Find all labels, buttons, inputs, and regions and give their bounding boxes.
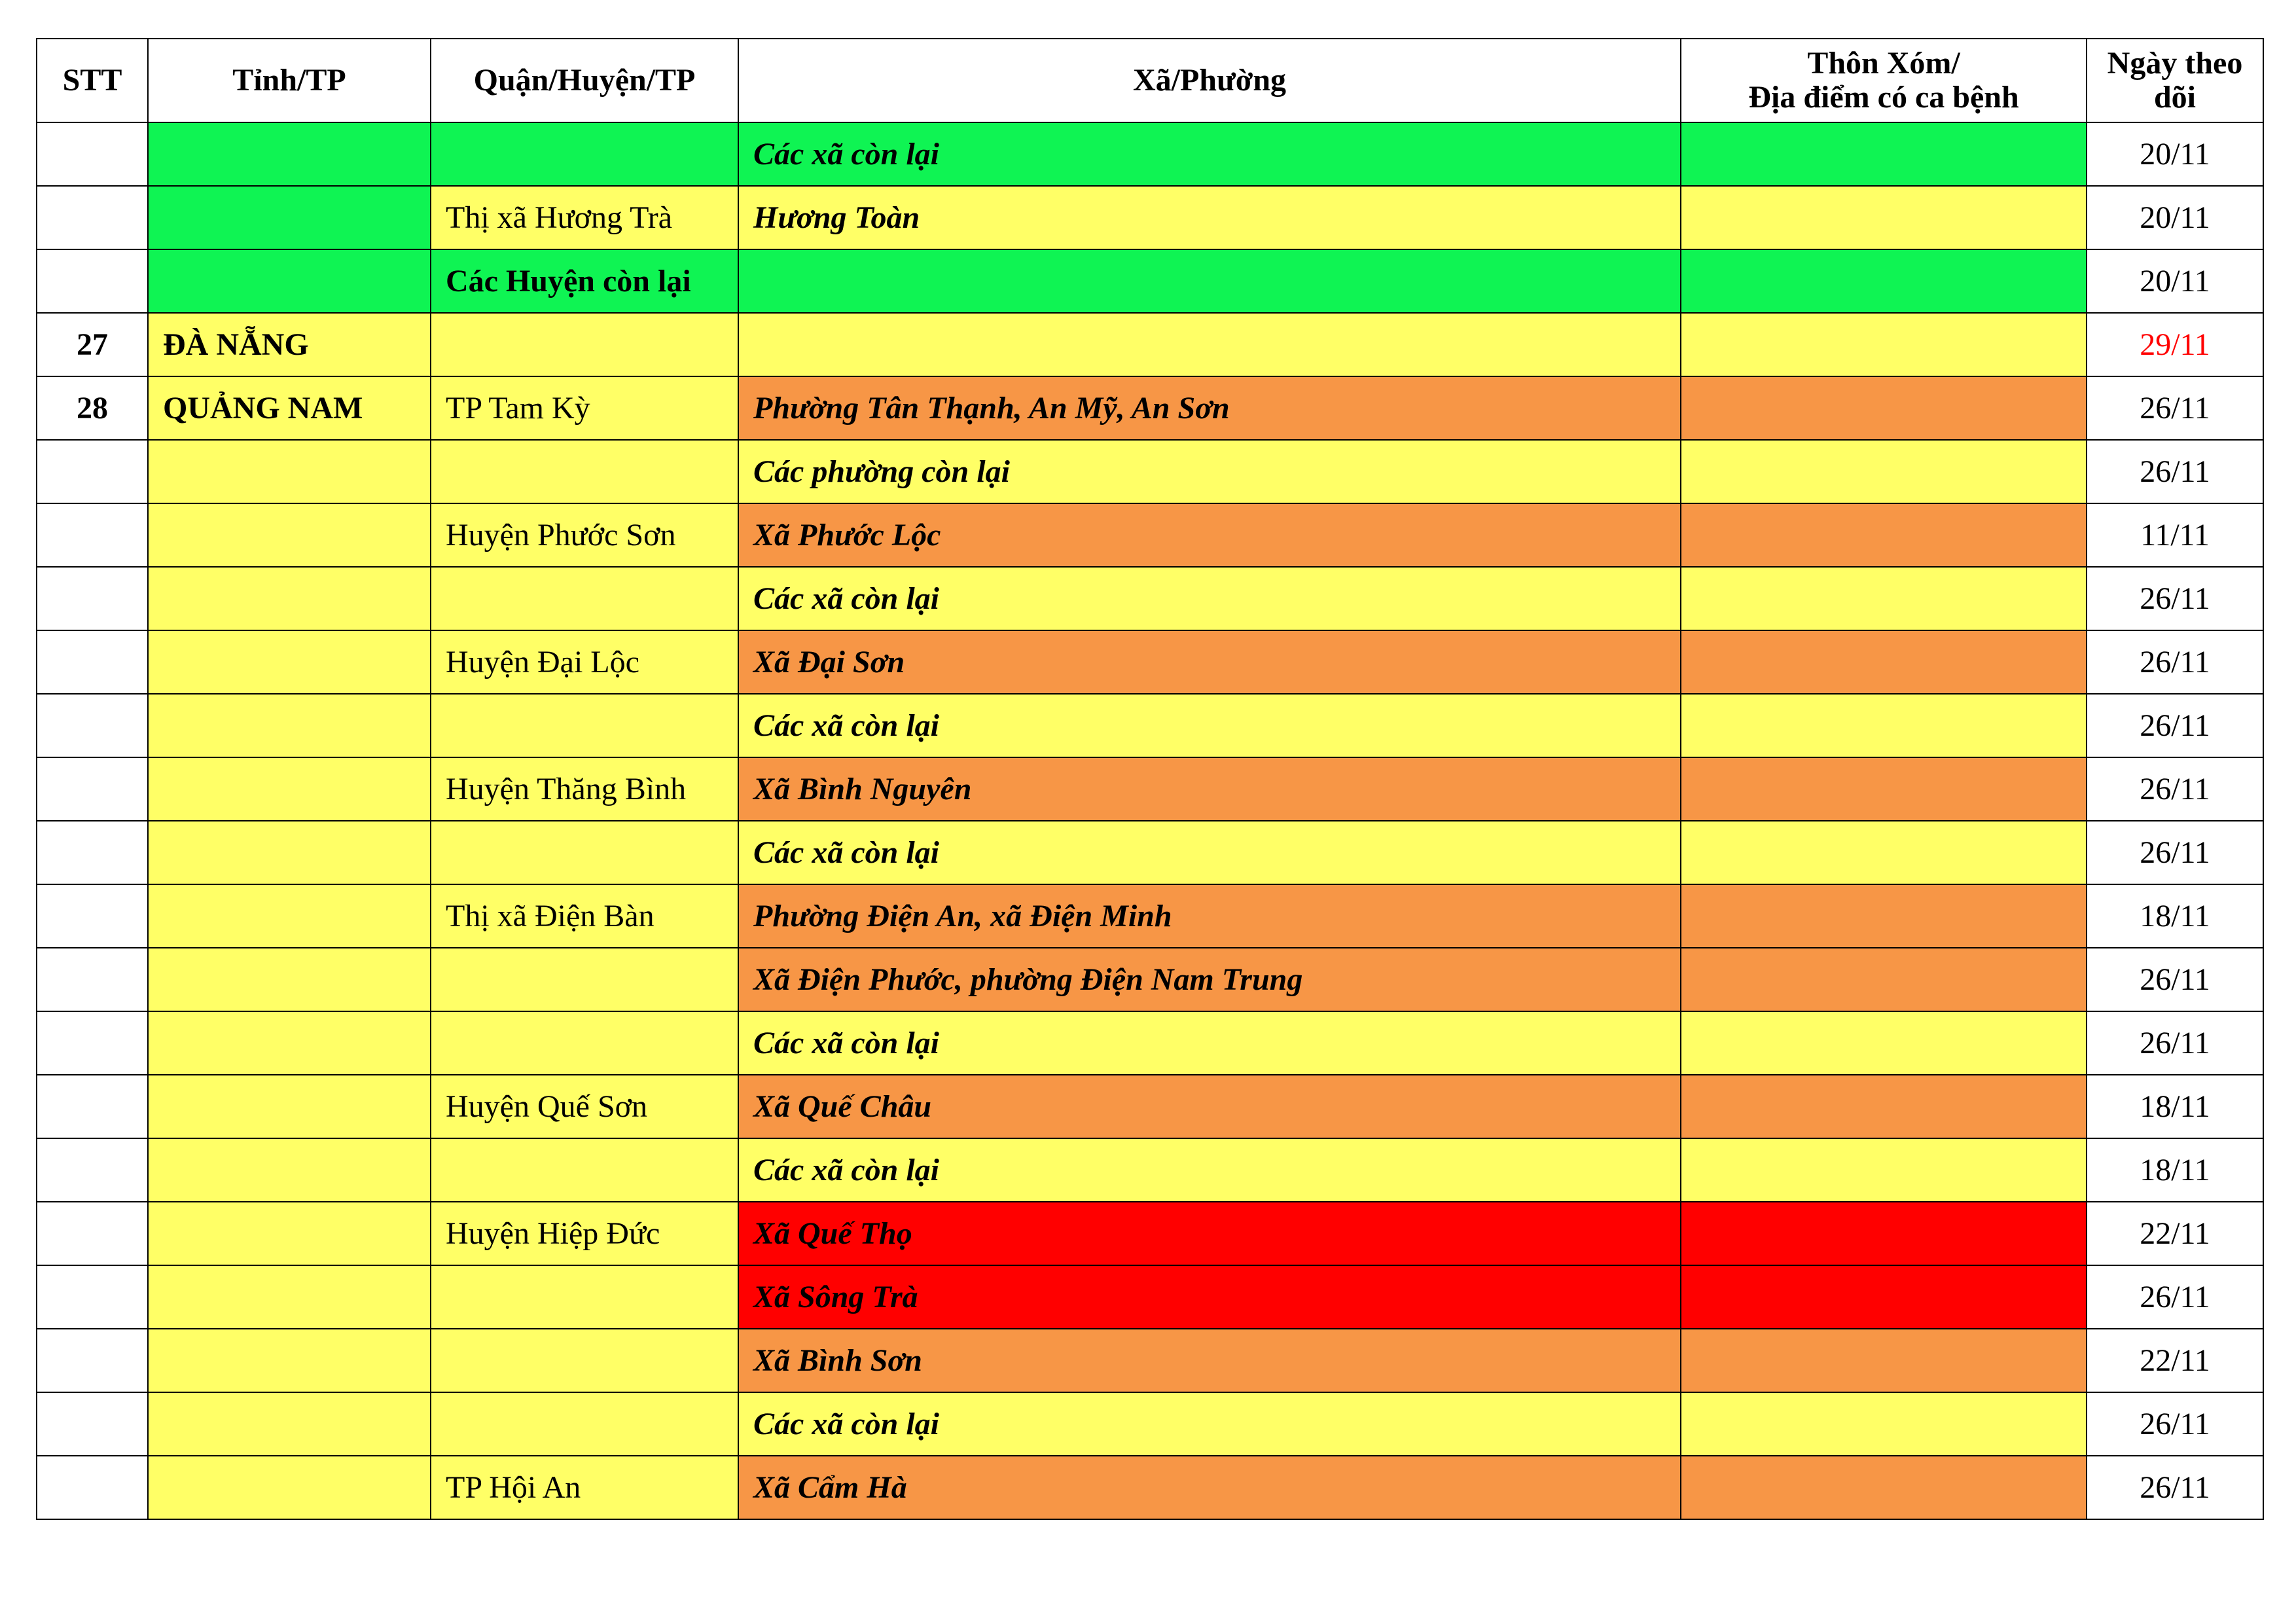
row-village xyxy=(1681,376,2087,440)
row-stt xyxy=(37,440,148,503)
row-date: 26/11 xyxy=(2087,1392,2263,1456)
row-province xyxy=(148,186,431,249)
row-village xyxy=(1681,1265,2087,1329)
row-stt xyxy=(37,1138,148,1202)
row-date: 26/11 xyxy=(2087,567,2263,630)
table-row xyxy=(37,1075,2263,1138)
row-province xyxy=(148,694,431,757)
table-row xyxy=(37,1392,2263,1456)
table-row xyxy=(37,186,2263,249)
row-date: 26/11 xyxy=(2087,757,2263,821)
row-village xyxy=(1681,630,2087,694)
row-stt xyxy=(37,503,148,567)
table-row xyxy=(37,630,2263,694)
row-district: Thị xã Hương Trà xyxy=(431,186,738,249)
row-date: 22/11 xyxy=(2087,1329,2263,1392)
row-stt xyxy=(37,948,148,1011)
row-village xyxy=(1681,122,2087,186)
row-province xyxy=(148,1329,431,1392)
table-row xyxy=(37,1329,2263,1392)
row-stt xyxy=(37,630,148,694)
row-date: 26/11 xyxy=(2087,694,2263,757)
row-village xyxy=(1681,440,2087,503)
row-stt xyxy=(37,567,148,630)
row-district xyxy=(431,821,738,884)
row-date: 26/11 xyxy=(2087,1011,2263,1075)
row-district xyxy=(431,948,738,1011)
table-row xyxy=(37,376,2263,440)
row-district xyxy=(431,313,738,376)
row-date: 20/11 xyxy=(2087,122,2263,186)
row-district xyxy=(431,440,738,503)
row-province xyxy=(148,1202,431,1265)
row-stt: 27 xyxy=(37,313,148,376)
header-village-line1: Thôn Xóm/ xyxy=(1807,46,1960,81)
row-village xyxy=(1681,567,2087,630)
row-village xyxy=(1681,1075,2087,1138)
row-stt xyxy=(37,884,148,948)
row-ward: Xã Bình Sơn xyxy=(738,1329,1681,1392)
header-date xyxy=(2087,39,2263,122)
row-province xyxy=(148,1011,431,1075)
row-date: 26/11 xyxy=(2087,376,2263,440)
row-district xyxy=(431,567,738,630)
row-district: Huyện Hiệp Đức xyxy=(431,1202,738,1265)
row-district xyxy=(431,122,738,186)
row-date: 11/11 xyxy=(2087,503,2263,567)
row-stt xyxy=(37,757,148,821)
row-date: 29/11 xyxy=(2087,313,2263,376)
table-row xyxy=(37,440,2263,503)
row-stt xyxy=(37,1392,148,1456)
row-ward: Các xã còn lại xyxy=(738,567,1681,630)
row-date: 26/11 xyxy=(2087,1456,2263,1519)
row-ward: Các xã còn lại xyxy=(738,122,1681,186)
row-ward: Các xã còn lại xyxy=(738,821,1681,884)
header-village xyxy=(1681,39,2087,122)
table-row xyxy=(37,567,2263,630)
table-row xyxy=(37,1456,2263,1519)
row-village xyxy=(1681,1392,2087,1456)
row-stt xyxy=(37,1075,148,1138)
table-row xyxy=(37,503,2263,567)
table-row xyxy=(37,313,2263,376)
row-ward: Xã Điện Phước, phường Điện Nam Trung xyxy=(738,948,1681,1011)
row-province xyxy=(148,1392,431,1456)
row-district: Huyện Đại Lộc xyxy=(431,630,738,694)
row-village xyxy=(1681,821,2087,884)
row-stt xyxy=(37,122,148,186)
header-date-line1: Ngày theo xyxy=(2107,46,2243,81)
row-ward: Xã Sông Trà xyxy=(738,1265,1681,1329)
row-ward: Xã Quế Thọ xyxy=(738,1202,1681,1265)
row-district: Huyện Thăng Bình xyxy=(431,757,738,821)
row-district xyxy=(431,694,738,757)
row-village xyxy=(1681,1138,2087,1202)
header-stt: STT xyxy=(37,39,148,122)
row-province xyxy=(148,503,431,567)
row-ward: Xã Quế Châu xyxy=(738,1075,1681,1138)
row-district: Huyện Quế Sơn xyxy=(431,1075,738,1138)
row-province xyxy=(148,440,431,503)
row-ward: Các xã còn lại xyxy=(738,694,1681,757)
row-ward: Hương Toàn xyxy=(738,186,1681,249)
row-date: 26/11 xyxy=(2087,948,2263,1011)
row-village xyxy=(1681,1011,2087,1075)
row-village xyxy=(1681,186,2087,249)
row-date: 26/11 xyxy=(2087,630,2263,694)
row-village xyxy=(1681,1202,2087,1265)
epidemic-area-table xyxy=(36,38,2264,1520)
table-body xyxy=(37,122,2263,1519)
row-district: TP Tam Kỳ xyxy=(431,376,738,440)
row-date: 18/11 xyxy=(2087,1138,2263,1202)
row-province xyxy=(148,757,431,821)
table-row xyxy=(37,1011,2263,1075)
table-header xyxy=(37,39,2263,122)
row-date: 20/11 xyxy=(2087,249,2263,313)
row-ward: Xã Cẩm Hà xyxy=(738,1456,1681,1519)
row-stt xyxy=(37,1456,148,1519)
row-province xyxy=(148,630,431,694)
header-ward: Xã/Phường xyxy=(738,39,1681,122)
row-district: Thị xã Điện Bàn xyxy=(431,884,738,948)
row-stt: 28 xyxy=(37,376,148,440)
row-ward: Các xã còn lại xyxy=(738,1138,1681,1202)
header-row xyxy=(37,39,2263,122)
row-date: 26/11 xyxy=(2087,440,2263,503)
header-village-line2: Địa điểm có ca bệnh xyxy=(1748,80,2019,115)
row-ward: Các xã còn lại xyxy=(738,1011,1681,1075)
row-village xyxy=(1681,948,2087,1011)
row-ward: Phường Điện An, xã Điện Minh xyxy=(738,884,1681,948)
table-row xyxy=(37,757,2263,821)
row-stt xyxy=(37,1265,148,1329)
header-district: Quận/Huyện/TP xyxy=(431,39,738,122)
row-ward: Các phường còn lại xyxy=(738,440,1681,503)
row-stt xyxy=(37,1202,148,1265)
row-province xyxy=(148,948,431,1011)
row-stt xyxy=(37,249,148,313)
row-ward: Xã Bình Nguyên xyxy=(738,757,1681,821)
row-village xyxy=(1681,694,2087,757)
header-date-line2: dõi xyxy=(2153,80,2197,115)
header-province: Tỉnh/TP xyxy=(148,39,431,122)
table-row xyxy=(37,122,2263,186)
row-district: Huyện Phước Sơn xyxy=(431,503,738,567)
table-row xyxy=(37,948,2263,1011)
row-district: Các Huyện còn lại xyxy=(431,249,738,313)
row-stt xyxy=(37,1011,148,1075)
row-village xyxy=(1681,249,2087,313)
row-province xyxy=(148,1265,431,1329)
row-district xyxy=(431,1392,738,1456)
row-village xyxy=(1681,503,2087,567)
table-row xyxy=(37,694,2263,757)
table-row xyxy=(37,1265,2263,1329)
row-stt xyxy=(37,821,148,884)
row-district xyxy=(431,1329,738,1392)
row-stt xyxy=(37,694,148,757)
row-ward: Xã Phước Lộc xyxy=(738,503,1681,567)
row-village xyxy=(1681,313,2087,376)
table-row xyxy=(37,1138,2263,1202)
row-date: 26/11 xyxy=(2087,1265,2263,1329)
table-row xyxy=(37,1202,2263,1265)
row-district: TP Hội An xyxy=(431,1456,738,1519)
row-province: QUẢNG NAM xyxy=(148,376,431,440)
row-province xyxy=(148,1138,431,1202)
row-date: 26/11 xyxy=(2087,821,2263,884)
row-village xyxy=(1681,757,2087,821)
row-province xyxy=(148,567,431,630)
row-date: 18/11 xyxy=(2087,1075,2263,1138)
table-row xyxy=(37,249,2263,313)
row-ward: Các xã còn lại xyxy=(738,1392,1681,1456)
table-row xyxy=(37,884,2263,948)
row-village xyxy=(1681,1456,2087,1519)
row-stt xyxy=(37,1329,148,1392)
row-date: 22/11 xyxy=(2087,1202,2263,1265)
row-district xyxy=(431,1265,738,1329)
row-village xyxy=(1681,884,2087,948)
row-province: ĐÀ NẴNG xyxy=(148,313,431,376)
row-ward: Xã Đại Sơn xyxy=(738,630,1681,694)
row-province xyxy=(148,1075,431,1138)
row-date: 18/11 xyxy=(2087,884,2263,948)
row-province xyxy=(148,249,431,313)
row-ward: Phường Tân Thạnh, An Mỹ, An Sơn xyxy=(738,376,1681,440)
row-date: 20/11 xyxy=(2087,186,2263,249)
row-village xyxy=(1681,1329,2087,1392)
table-row xyxy=(37,821,2263,884)
row-province xyxy=(148,122,431,186)
row-district xyxy=(431,1138,738,1202)
row-province xyxy=(148,1456,431,1519)
row-province xyxy=(148,821,431,884)
row-district xyxy=(431,1011,738,1075)
row-ward xyxy=(738,249,1681,313)
row-ward xyxy=(738,313,1681,376)
row-province xyxy=(148,884,431,948)
row-stt xyxy=(37,186,148,249)
